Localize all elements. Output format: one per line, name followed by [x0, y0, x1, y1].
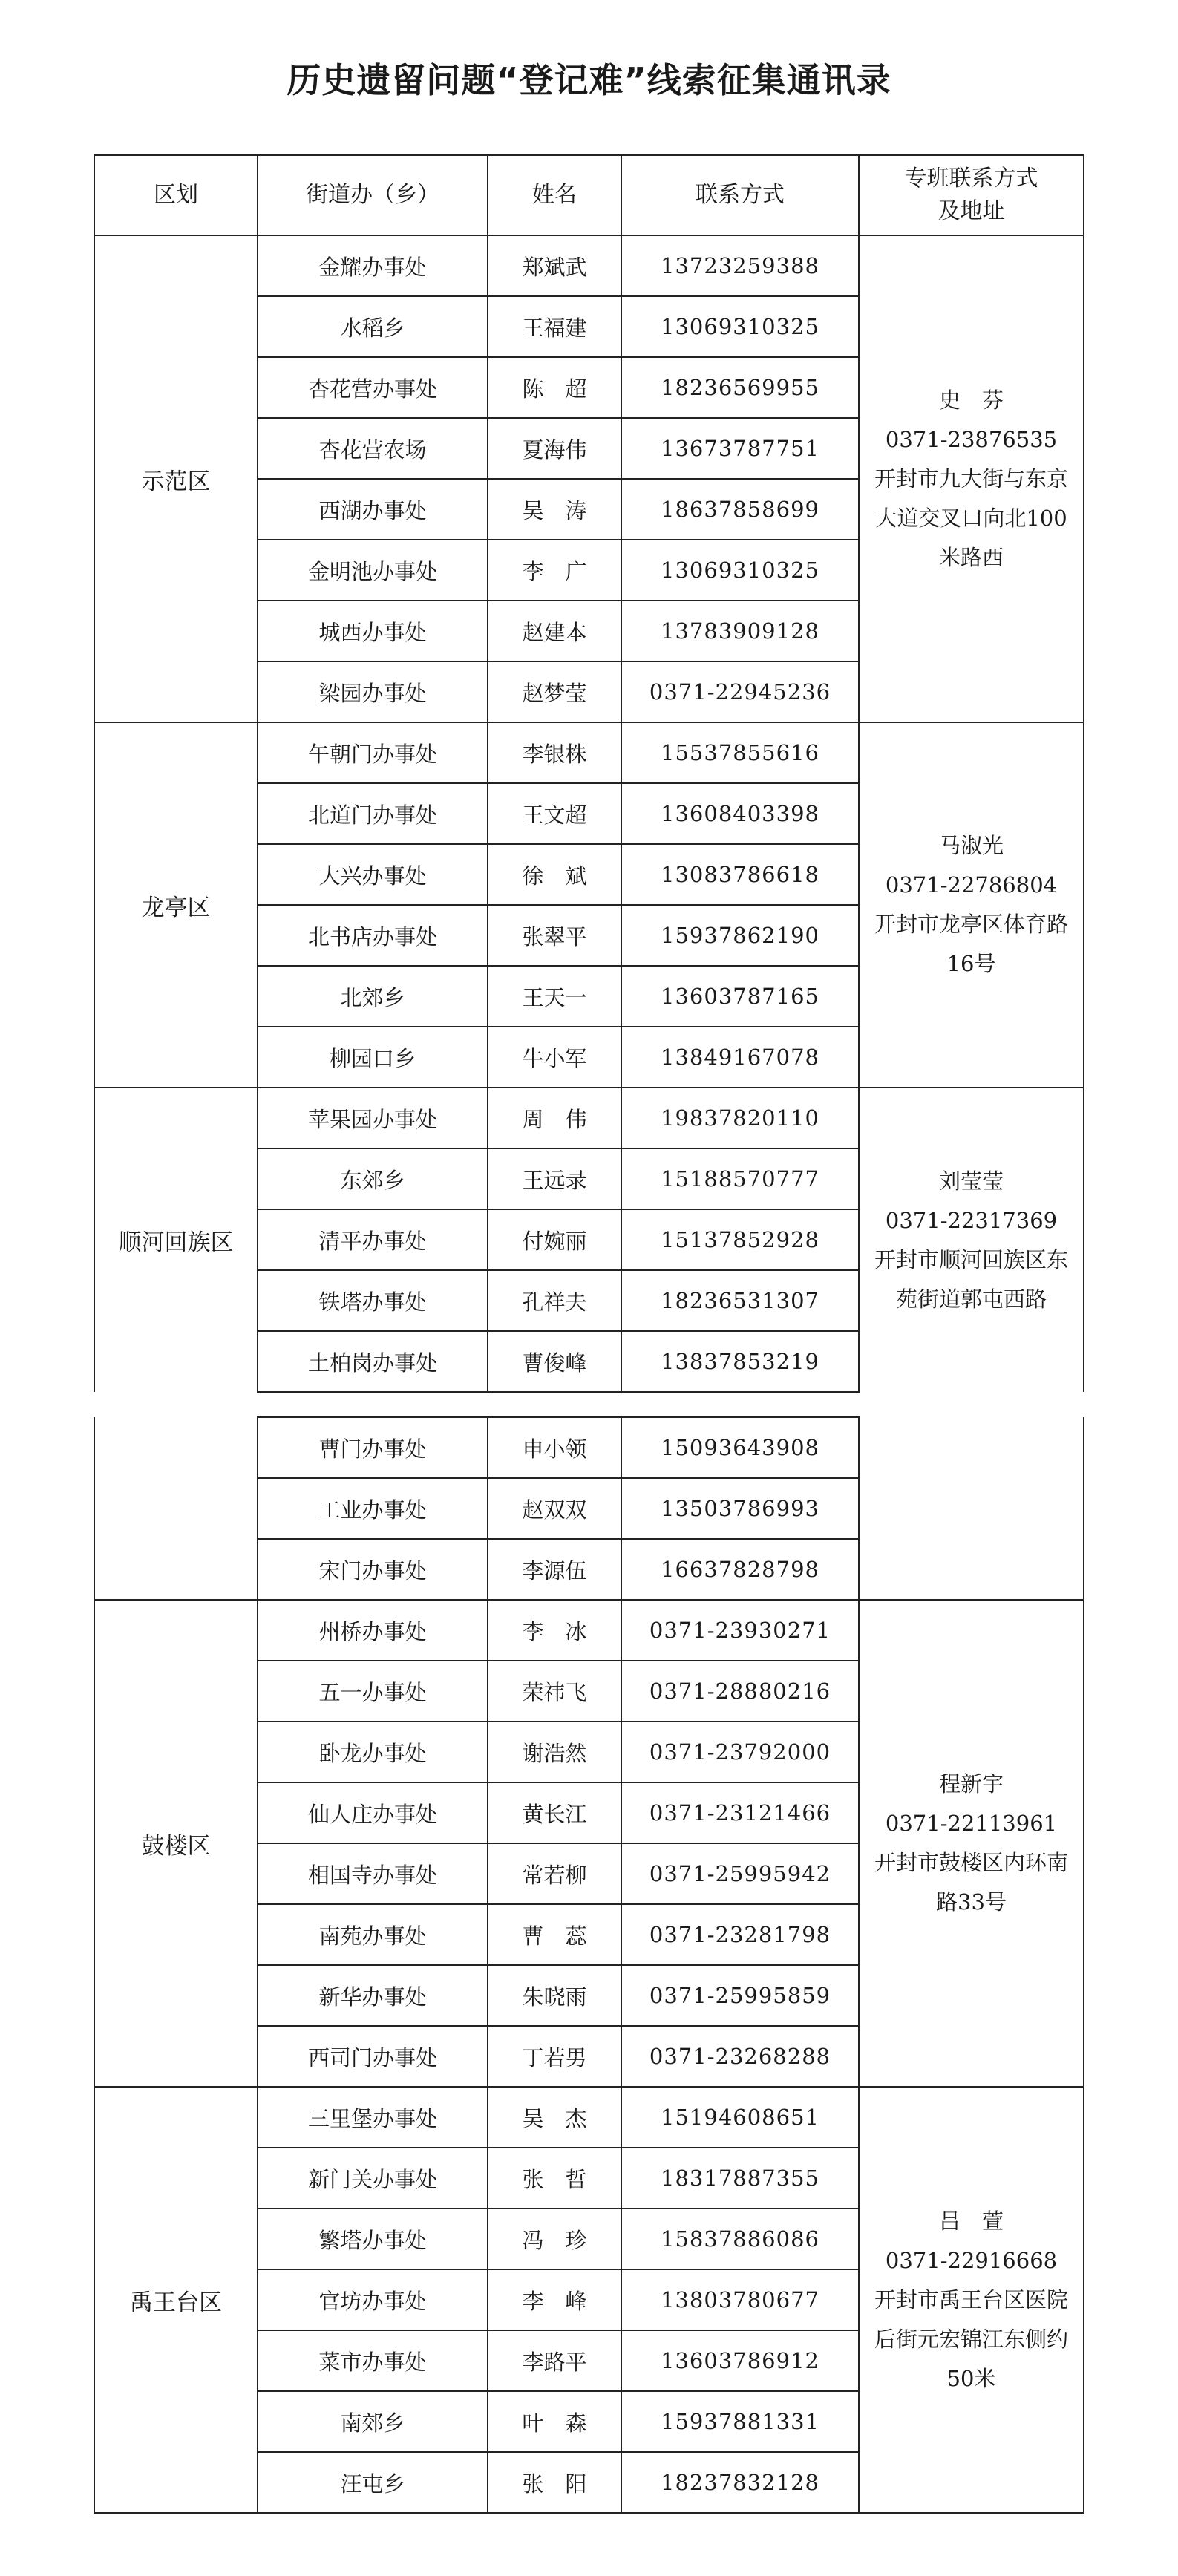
name-cell: 李 冰	[488, 1600, 621, 1661]
contact-table-continued	[94, 1416, 1084, 2514]
street-cell: 金耀办事处	[258, 235, 488, 296]
phone-cell: 13603787165	[621, 966, 859, 1027]
street-cell: 曹门办事处	[258, 1417, 488, 1478]
phone-cell: 13673787751	[621, 418, 859, 479]
phone-cell: 15137852928	[621, 1209, 859, 1270]
name-cell: 黄长江	[488, 1782, 621, 1843]
street-cell: 西司门办事处	[258, 2026, 488, 2087]
phone-cell: 0371-23930271	[621, 1600, 859, 1661]
phone-cell: 13603786912	[621, 2330, 859, 2391]
phone-cell: 15937862190	[621, 905, 859, 966]
phone-cell: 15937881331	[621, 2391, 859, 2452]
district-contact	[859, 1600, 1084, 2087]
street-cell: 汪屯乡	[258, 2452, 488, 2513]
phone-cell: 13069310325	[621, 540, 859, 601]
district-contact	[859, 235, 1084, 722]
name-cell: 曹 蕊	[488, 1904, 621, 1965]
phone-cell: 13783909128	[621, 601, 859, 661]
header-contact-line1: 专班联系方式	[904, 166, 1038, 192]
street-cell: 大兴办事处	[258, 844, 488, 905]
contact-address: 开封市鼓楼区内环南路33号	[874, 1850, 1068, 1915]
contact-address: 开封市龙亭区体育路16号	[874, 912, 1068, 976]
district-contact	[859, 722, 1084, 1088]
phone-cell: 13837853219	[621, 1331, 859, 1392]
name-cell: 李路平	[488, 2330, 621, 2391]
name-cell: 赵建本	[488, 601, 621, 661]
street-cell: 南郊乡	[258, 2391, 488, 2452]
street-cell: 南苑办事处	[258, 1904, 488, 1965]
phone-cell: 0371-28880216	[621, 1661, 859, 1722]
phone-cell: 0371-22945236	[621, 661, 859, 722]
street-cell: 杏花营农场	[258, 418, 488, 479]
contact-table	[94, 154, 1084, 1393]
header-phone: 联系方式	[621, 155, 859, 235]
district-cell: 禹王台区	[94, 2087, 258, 2513]
name-cell: 徐 斌	[488, 844, 621, 905]
street-cell: 金明池办事处	[258, 540, 488, 601]
header-contact	[859, 155, 1084, 235]
street-cell: 宋门办事处	[258, 1539, 488, 1600]
contact-name: 吕 萱	[938, 2208, 1004, 2234]
table-row	[94, 1600, 1084, 1661]
contact-cell-continued	[859, 1417, 1084, 1600]
street-cell: 柳园口乡	[258, 1027, 488, 1088]
phone-cell: 15837886086	[621, 2209, 859, 2269]
phone-cell: 0371-23281798	[621, 1904, 859, 1965]
contact-name: 马淑光	[938, 833, 1004, 858]
street-cell: 铁塔办事处	[258, 1270, 488, 1331]
name-cell: 曹俊峰	[488, 1331, 621, 1392]
street-cell: 午朝门办事处	[258, 722, 488, 783]
name-cell: 申小领	[488, 1417, 621, 1478]
name-cell: 李银株	[488, 722, 621, 783]
phone-cell: 0371-23792000	[621, 1722, 859, 1782]
name-cell: 王文超	[488, 783, 621, 844]
contact-name: 史 芬	[938, 387, 1004, 413]
phone-cell: 13503786993	[621, 1478, 859, 1539]
phone-cell: 13608403398	[621, 783, 859, 844]
name-cell: 叶 森	[488, 2391, 621, 2452]
phone-cell: 0371-23121466	[621, 1782, 859, 1843]
name-cell: 吴 涛	[488, 479, 621, 540]
page-title: 历史遗留问题“登记难”线索征集通讯录	[287, 60, 891, 100]
name-cell: 周 伟	[488, 1088, 621, 1148]
phone-cell: 13723259388	[621, 235, 859, 296]
name-cell: 郑斌武	[488, 235, 621, 296]
street-cell: 清平办事处	[258, 1209, 488, 1270]
name-cell: 付婉丽	[488, 1209, 621, 1270]
district-cell: 龙亭区	[94, 722, 258, 1088]
street-cell: 北道门办事处	[258, 783, 488, 844]
phone-cell: 13849167078	[621, 1027, 859, 1088]
table-row	[94, 235, 1084, 296]
street-cell: 城西办事处	[258, 601, 488, 661]
table-row	[94, 2087, 1084, 2148]
name-cell: 赵梦莹	[488, 661, 621, 722]
district-cell: 示范区	[94, 235, 258, 722]
street-cell: 州桥办事处	[258, 1600, 488, 1661]
name-cell: 李源伍	[488, 1539, 621, 1600]
street-cell: 五一办事处	[258, 1661, 488, 1722]
phone-cell: 0371-25995942	[621, 1843, 859, 1904]
street-cell: 新华办事处	[258, 1965, 488, 2026]
phone-cell: 13083786618	[621, 844, 859, 905]
name-cell: 常若柳	[488, 1843, 621, 1904]
name-cell: 李 峰	[488, 2269, 621, 2330]
table-row	[94, 1088, 1084, 1148]
street-cell: 相国寺办事处	[258, 1843, 488, 1904]
contact-phone: 0371-22786804	[885, 872, 1058, 898]
phone-cell: 15194608651	[621, 2087, 859, 2148]
name-cell: 荣祎飞	[488, 1661, 621, 1722]
contact-phone: 0371-22113961	[885, 1811, 1058, 1836]
phone-cell: 0371-25995859	[621, 1965, 859, 2026]
name-cell: 谢浩然	[488, 1722, 621, 1782]
street-cell: 官坊办事处	[258, 2269, 488, 2330]
street-cell: 三里堡办事处	[258, 2087, 488, 2148]
name-cell: 冯 珍	[488, 2209, 621, 2269]
name-cell: 赵双双	[488, 1478, 621, 1539]
street-cell: 新门关办事处	[258, 2148, 488, 2209]
header-name: 姓名	[488, 155, 621, 235]
phone-cell: 18317887355	[621, 2148, 859, 2209]
phone-cell: 18236531307	[621, 1270, 859, 1331]
street-cell: 菜市办事处	[258, 2330, 488, 2391]
contact-phone: 0371-22317369	[885, 1207, 1058, 1233]
name-cell: 牛小军	[488, 1027, 621, 1088]
street-cell: 卧龙办事处	[258, 1722, 488, 1782]
contact-address: 开封市九大街与东京大道交叉口向北100米路西	[874, 465, 1068, 570]
street-cell: 北郊乡	[258, 966, 488, 1027]
district-cell-continued	[94, 1417, 258, 1600]
street-cell: 水稻乡	[258, 296, 488, 357]
street-cell: 仙人庄办事处	[258, 1782, 488, 1843]
name-cell: 张 阳	[488, 2452, 621, 2513]
district-cell: 鼓楼区	[94, 1600, 258, 2087]
name-cell: 王福建	[488, 296, 621, 357]
phone-cell: 15537855616	[621, 722, 859, 783]
name-cell: 张翠平	[488, 905, 621, 966]
street-cell: 土柏岗办事处	[258, 1331, 488, 1392]
table-row	[94, 1417, 1084, 1478]
phone-cell: 16637828798	[621, 1539, 859, 1600]
name-cell: 陈 超	[488, 357, 621, 418]
name-cell: 王远录	[488, 1148, 621, 1209]
phone-cell: 18637858699	[621, 479, 859, 540]
header-district: 区划	[94, 155, 258, 235]
phone-cell: 18236569955	[621, 357, 859, 418]
contact-phone: 0371-22916668	[885, 2247, 1058, 2273]
header-contact-line2: 及地址	[938, 198, 1005, 224]
contact-address: 开封市顺河回族区东苑街道郭屯西路	[874, 1246, 1068, 1312]
street-cell: 西湖办事处	[258, 479, 488, 540]
street-cell: 繁塔办事处	[258, 2209, 488, 2269]
phone-cell: 15188570777	[621, 1148, 859, 1209]
phone-cell: 15093643908	[621, 1417, 859, 1478]
phone-cell: 13069310325	[621, 296, 859, 357]
name-cell: 朱晓雨	[488, 1965, 621, 2026]
district-cell: 顺河回族区	[94, 1088, 258, 1392]
contact-phone: 0371-23876535	[885, 426, 1058, 452]
street-cell: 北书店办事处	[258, 905, 488, 966]
table-row	[94, 722, 1084, 783]
name-cell: 夏海伟	[488, 418, 621, 479]
name-cell: 王天一	[488, 966, 621, 1027]
phone-cell: 19837820110	[621, 1088, 859, 1148]
name-cell: 张 哲	[488, 2148, 621, 2209]
phone-cell: 18237832128	[621, 2452, 859, 2513]
name-cell: 孔祥夫	[488, 1270, 621, 1331]
street-cell: 工业办事处	[258, 1478, 488, 1539]
contact-address: 开封市禹王台区医院后街元宏锦江东侧约50米	[874, 2286, 1068, 2391]
name-cell: 吴 杰	[488, 2087, 621, 2148]
district-contact	[859, 1088, 1084, 1392]
contact-name: 刘莹莹	[938, 1168, 1004, 1194]
street-cell: 杏花营办事处	[258, 357, 488, 418]
phone-cell: 0371-23268288	[621, 2026, 859, 2087]
street-cell: 苹果园办事处	[258, 1088, 488, 1148]
street-cell: 梁园办事处	[258, 661, 488, 722]
header-street: 街道办（乡）	[258, 155, 488, 235]
phone-cell: 13803780677	[621, 2269, 859, 2330]
name-cell: 李 广	[488, 540, 621, 601]
contact-name: 程新宇	[938, 1771, 1004, 1797]
name-cell: 丁若男	[488, 2026, 621, 2087]
street-cell: 东郊乡	[258, 1148, 488, 1209]
district-contact	[859, 2087, 1084, 2513]
